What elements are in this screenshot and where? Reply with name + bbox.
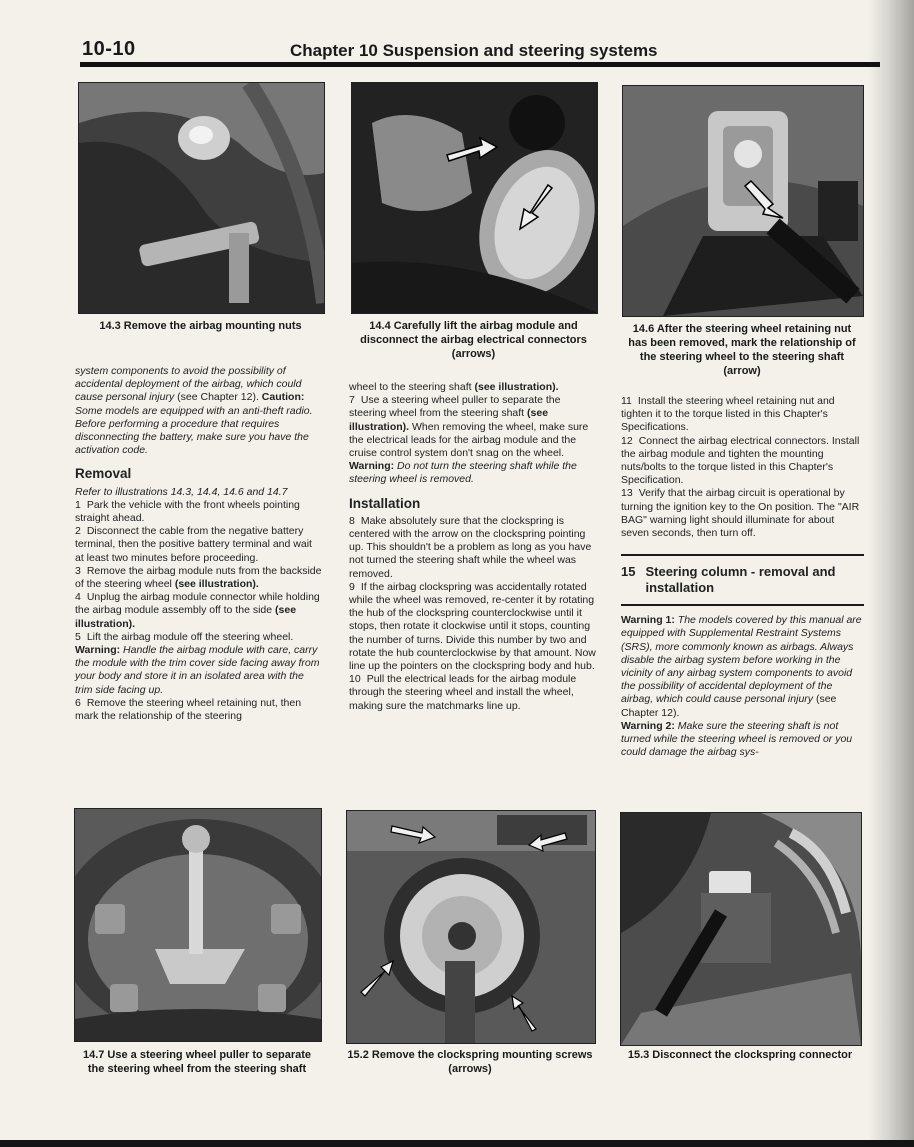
step-text: Remove the airbag module nuts from the backside of the steering wheel (75, 564, 322, 591)
header-rule (80, 62, 880, 67)
step-number: 10 (349, 673, 361, 686)
refer-illustrations: Refer to illustrations 14.3, 14.4, 14.6 and 14.7 (75, 485, 288, 498)
step-number: 5 (75, 630, 81, 643)
step-number: 8 (349, 514, 355, 527)
intro-italic: system components to avoid the possibility of accidental deployment of the airbag, which could cause personal injury (75, 365, 302, 404)
step-number: 6 (75, 696, 81, 709)
step-12 (621, 435, 864, 488)
photo-14-6 (622, 85, 864, 317)
step-7 (349, 394, 598, 486)
warning-text: Handle the airbag module with care, carry the module with the trim cover side facing away from your body and store it in an isolated area with the trim side facing up. (75, 644, 320, 696)
warning-1 (621, 614, 864, 720)
step-text: Make absolutely sure that the clockspring is centered with the arrow on the clockspring pointing up. This shouldn't be a problem as long as you have not turned the steering shaft while the wheel was removed. (349, 514, 592, 580)
warning-label: Warning: (349, 460, 395, 473)
photo-14-4 (351, 82, 598, 314)
warning-text: Do not turn the steering shaft while the steering wheel is removed. (349, 460, 577, 486)
step-reference: (see illustration). (174, 578, 259, 591)
caption-14-3: 14.3 Remove the airbag mounting nuts (99, 320, 302, 332)
intro-reference: (see Chapter 12). (177, 391, 259, 404)
caption-15-3: 15.3 Disconnect the clockspring connector (627, 1049, 853, 1061)
paragraph-intro (75, 365, 323, 457)
step-text: Verify that the airbag circuit is operational by turning the ignition key to the On position. The "AIR BAG" warning light should illuminate for about seven seconds, then turn off. (621, 487, 860, 540)
step-number: 2 (75, 525, 81, 538)
step-text: Unplug the airbag module connector while holding the airbag module assembly off to the side (75, 591, 320, 617)
continued-reference: (see illustration). (474, 381, 559, 393)
warning-label: Warning 2: (621, 719, 675, 732)
caption-14-6: 14.6 After the steering wheel retaining nut has been removed, mark the relationship of the steering wheel to the steering shaft (arrow) (628, 323, 856, 377)
warning-label: Warning: (75, 644, 121, 657)
step-text: Use a steering wheel puller to separate the steering wheel from the steering shaft (349, 394, 561, 420)
chapter-title: Chapter 10 Suspension and steering systems (290, 41, 658, 60)
section-title: Steering column - removal and installation (645, 564, 836, 596)
step-6 (75, 697, 323, 723)
warning-label: Warning 1: (621, 614, 675, 627)
text-column-left (75, 365, 323, 723)
step-text: Lift the airbag module off the steering wheel. (86, 630, 294, 643)
step-number: 4 (75, 591, 81, 604)
step-11 (621, 395, 864, 435)
step-1 (75, 499, 323, 525)
step-number: 1 (75, 498, 81, 511)
step-text: Remove the steering wheel retaining nut, then mark the relationship of the steering (75, 696, 302, 723)
caption-15-2: 15.2 Remove the clockspring mounting screws (arrows) (347, 1049, 593, 1075)
warning-text: Make sure the steering shaft is not turned while the steering wheel is removed or you could damage the airbag sys- (621, 719, 853, 759)
step-5 (75, 631, 323, 697)
photo-15-3 (620, 812, 862, 1046)
scan-bottom-border (0, 1140, 914, 1147)
step-4 (75, 591, 323, 631)
step-9 (349, 581, 598, 673)
warning-reference: (see Chapter 12). (621, 693, 837, 719)
text-column-right (621, 395, 864, 759)
step-text: Pull the electrical leads for the airbag module through the steering wheel and install the wheel, making sure the matchmarks line up. (349, 673, 577, 712)
photo-14-3 (78, 82, 325, 314)
photo-14-7 (74, 808, 322, 1042)
step-text: Disconnect the cable from the negative battery terminal, then the positive battery terminal and wait at least two minutes before proceeding. (75, 525, 312, 564)
step-2 (75, 525, 323, 565)
section-heading (621, 556, 864, 604)
step-text-tail: When removing the wheel, make sure the electrical leads for the airbag module and the cruise control system don't snag on the wheel. (349, 420, 589, 460)
step-13 (621, 487, 864, 540)
step-8 (349, 515, 598, 581)
page-number: 10-10 (82, 38, 136, 60)
step-text: Connect the airbag electrical connectors. Install the airbag module and tighten the mounting nuts/bolts to the torque listed in this Chapter's Specification. (621, 434, 860, 487)
step-number: 9 (349, 580, 355, 593)
heading-installation: Installation (349, 495, 421, 511)
page-edge-shadow (868, 0, 914, 1147)
step-number: 3 (75, 564, 81, 577)
heading-removal: Removal (75, 466, 132, 482)
step-3 (75, 565, 323, 591)
step-10 (349, 673, 598, 713)
paragraph-continued (349, 381, 598, 394)
section-number: 15 (621, 564, 636, 580)
continued-text: wheel to the steering shaft (349, 381, 472, 393)
step-text: If the airbag clockspring was accidentally rotated while the wheel was removed, re-center it by rotating the hub of the clockspring counterclockwise until it stops, then rotate it clockwise until it stops, counting the number of turns. Divide this number by two and rotate the hub counterclockwise by that amount. Now line up the pointers on the clockspring body and hub. (349, 580, 596, 673)
step-text: Install the steering wheel retaining nut and tighten it to the torque listed in this Chapter's Specifications. (621, 395, 835, 434)
step-number: 13 (621, 487, 633, 500)
step-number: 12 (621, 434, 633, 447)
warning-text: The models covered by this manual are equipped with Supplemental Restraint Systems (SRS), more commonly known as airbags. Always disable the airbag system before working in the vicinity of any airbag system components to avoid the possibility of accidental deployment of the airbag, which could cause personal injury (621, 614, 862, 706)
step-number: 11 (621, 395, 632, 407)
step-reference: (see illustration). (75, 604, 297, 630)
step-number: 7 (349, 394, 355, 407)
step-reference: (see illustration). (349, 407, 549, 433)
caption-14-7: 14.7 Use a steering wheel puller to separate the steering wheel from the steering shaft (82, 1049, 312, 1075)
text-column-middle (349, 381, 598, 713)
caution-label: Caution: (261, 391, 305, 404)
photo-15-2 (346, 810, 596, 1044)
caption-14-4: 14.4 Carefully lift the airbag module and disconnect the airbag electrical connectors (arrows) (360, 320, 587, 360)
warning-2 (621, 720, 864, 760)
step-text: Park the vehicle with the front wheels pointing straight ahead. (75, 498, 300, 525)
caution-text: Some models are equipped with an anti-theft radio. Before performing a procedure that requires disconnecting the battery, make sure you have the activation code. (75, 404, 313, 457)
